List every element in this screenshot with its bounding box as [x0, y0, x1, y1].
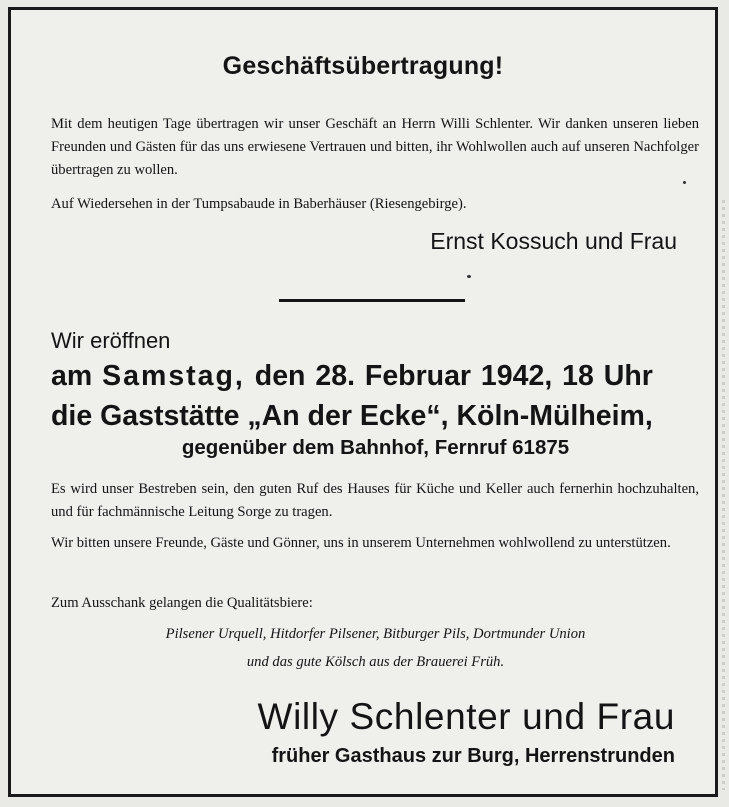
beer-intro: Zum Ausschank gelangen die Qualitätsbiere:: [51, 595, 313, 611]
new-owner-signature: Willy Schlenter und Frau: [257, 696, 675, 737]
beer-list-line-2: und das gute Kölsch aus der Brauerei Früh.: [246, 654, 505, 670]
opening-venue: die Gaststätte „An der Ecke“, Köln-Mülheim,: [51, 400, 653, 432]
beer-list-line-1: Pilsener Urquell, Hitdorfer Pilsener, Bitburger Pils, Dortmunder Union: [165, 626, 586, 642]
advertisement-frame: [8, 7, 718, 797]
notice-title: Geschäftsübertragung!: [222, 52, 504, 80]
opening-date: [51, 360, 653, 393]
opening-date-prefix: am: [51, 360, 93, 392]
opening-location: gegenüber dem Bahnhof, Fernruf 61875: [181, 436, 570, 459]
farewell-paragraph: Auf Wiedersehen in der Tumpsabaude in Baberhäuser (Riesengebirge).: [51, 196, 467, 212]
request-paragraph: Wir bitten unsere Freunde, Gäste und Gönner, uns in unserem Unternehmen wohlwollend zu unterstützen.: [51, 535, 671, 551]
previous-owner-signature: Ernst Kossuch und Frau: [430, 228, 677, 254]
transfer-paragraph: Mit dem heutigen Tage übertragen wir unser Geschäft an Herrn Willi Schlenter. Wir danken unseren lieben Freunden und Gästen für das uns erwiesene Vertrauen und bitten, ihr Wohlwollen auch auf unseren Nachfolger übertragen zu wollen.: [51, 116, 699, 178]
opening-date-weekday: Samstag,: [102, 360, 245, 392]
print-speck: [467, 275, 471, 278]
aim-paragraph: Es wird unser Bestreben sein, den guten Ruf des Hauses für Küche und Keller auch fernerhin hochzuhalten, und für fachmännische Leitung Sorge zu tragen.: [51, 481, 699, 520]
print-speck: [683, 181, 686, 184]
page-edge-bleed: [722, 200, 725, 790]
section-divider: [279, 299, 465, 302]
opening-intro: Wir eröffnen: [51, 328, 171, 353]
new-owner-note: früher Gasthaus zur Burg, Herrenstrunden: [271, 745, 675, 767]
opening-date-rest: den 28. Februar 1942, 18 Uhr: [254, 360, 653, 392]
